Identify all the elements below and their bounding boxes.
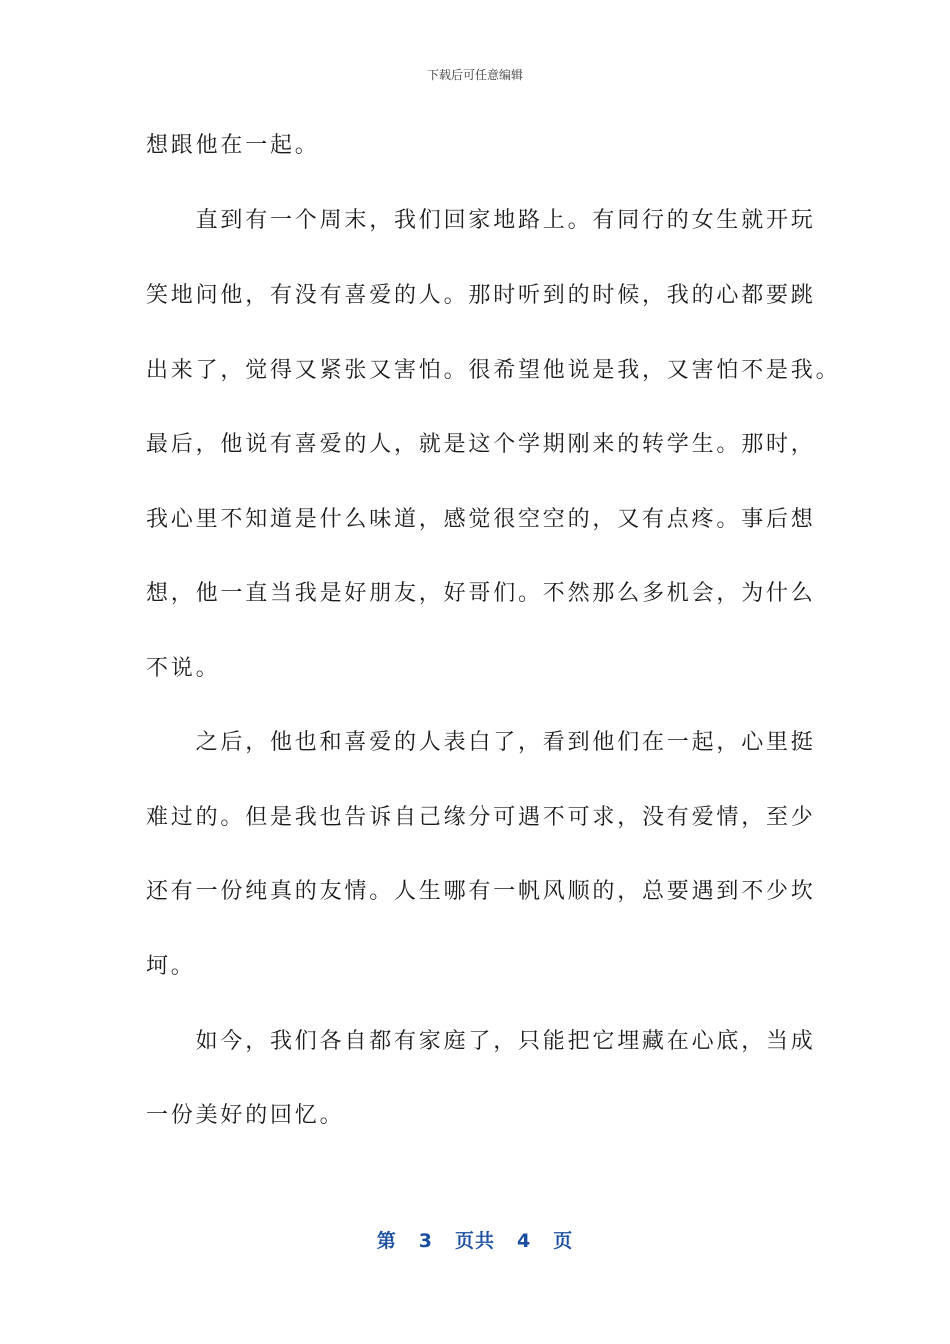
text-line: 笑地问他，有没有喜爱的人。那时听到的时候，我的心都要跳 xyxy=(146,283,816,308)
text-line: 想跟他在一起。 xyxy=(146,133,320,158)
text-line: 不说。 xyxy=(146,656,221,681)
text-line: 坷。 xyxy=(146,954,196,979)
text-line: 一份美好的回忆。 xyxy=(146,1103,345,1128)
text-line: 我心里不知道是什么味道，感觉很空空的，又有点疼。事后想 xyxy=(146,507,816,532)
text-line: 最后，他说有喜爱的人，就是这个学期刚来的转学生。那时， xyxy=(146,432,816,457)
page-label-prefix: 第 xyxy=(376,1230,397,1252)
text-line: 出来了，觉得又紧张又害怕。很希望他说是我，又害怕不是我。 xyxy=(146,358,841,383)
text-line: 还有一份纯真的友情。人生哪有一帆风顺的，总要遇到不少坎 xyxy=(146,879,816,904)
page-label-suffix: 页 xyxy=(553,1230,574,1252)
total-pages: 4 xyxy=(517,1230,532,1252)
page-label-mid: 页共 xyxy=(454,1230,495,1252)
text-line: 之后，他也和喜爱的人表白了，看到他们在一起，心里挺 xyxy=(146,730,816,755)
page-footer xyxy=(0,1226,950,1253)
text-line: 直到有一个周末，我们回家地路上。有同行的女生就开玩 xyxy=(146,208,816,233)
text-line: 难过的。但是我也告诉自己缘分可遇不可求，没有爱情，至少 xyxy=(146,805,816,830)
page-number: 3 xyxy=(418,1230,433,1252)
text-line: 想，他一直当我是好朋友，好哥们。不然那么多机会，为什么 xyxy=(146,581,816,606)
page-header: 下载后可任意编辑 xyxy=(426,68,523,82)
text-line: 如今，我们各自都有家庭了，只能把它埋藏在心底，当成 xyxy=(146,1029,816,1054)
